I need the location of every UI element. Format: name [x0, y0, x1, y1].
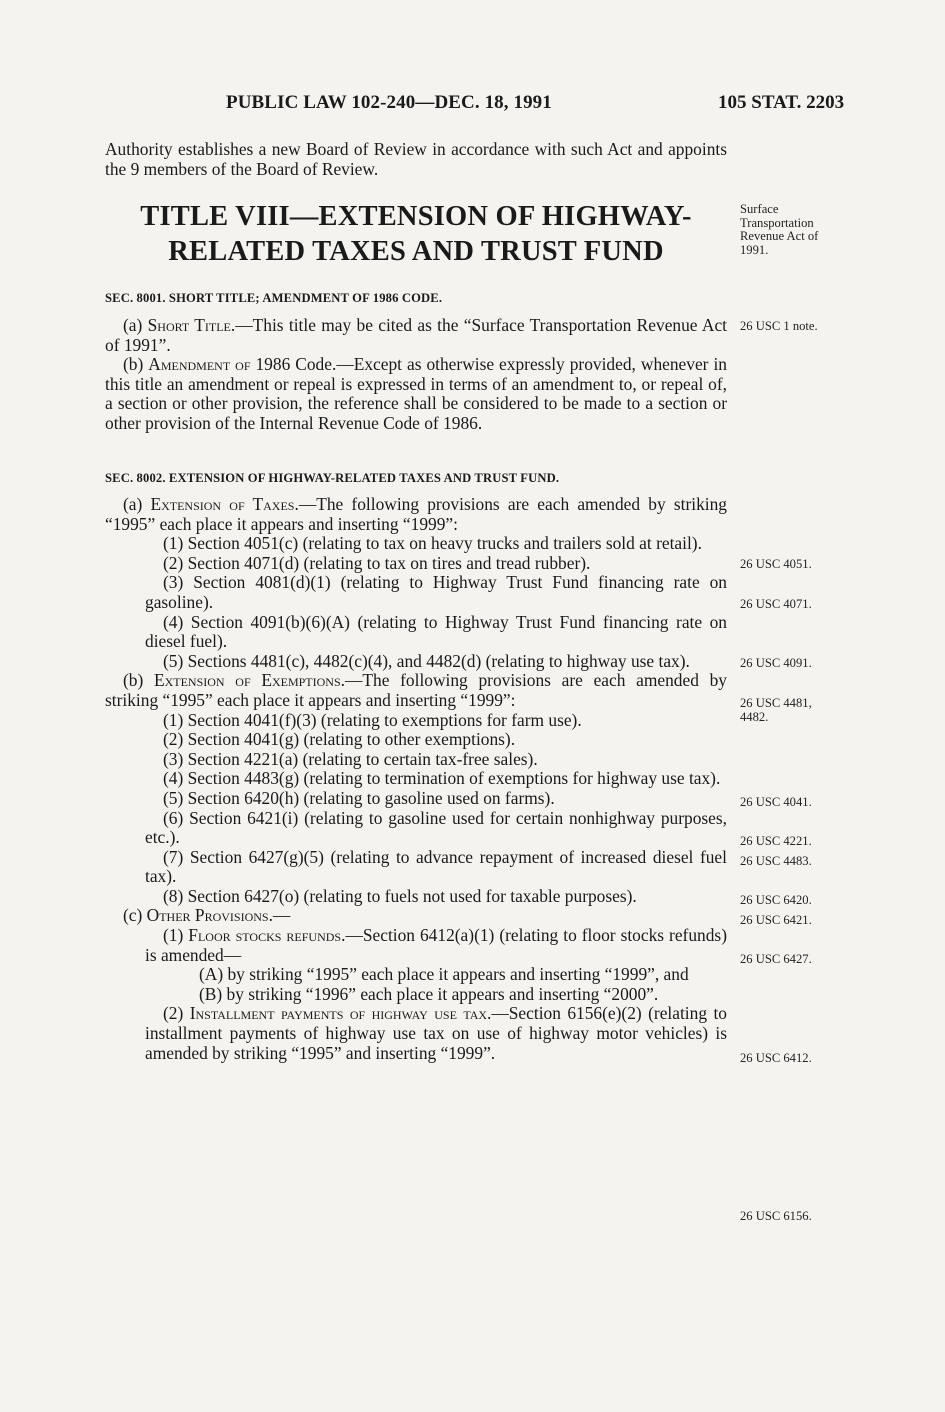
section-8001-body: [105, 316, 727, 434]
section-8002-a: (a) Extension of Taxes.—The following provisions are each amended by striking “1995” each place it appears and inserting “1999”:: [105, 494, 727, 534]
list-item: (7) Section 6427(g)(5) (relating to advance repayment of increased diesel fuel tax).: [145, 846, 727, 887]
section-8002-c2: (2) Installment payments of highway use tax.—Section 6156(e)(2) (relating to installment payments of highway use tax on use of highway motor vehicles) is amended by striking “1995” and inserting “1999”.: [145, 1003, 727, 1063]
list-item: (2) Section 4071(d) (relating to tax on tires and tread rubber).: [163, 552, 591, 573]
margin-note-4483: 26 USC 4483.: [740, 854, 812, 868]
running-head: PUBLIC LAW 102-240—DEC. 18, 1991: [226, 92, 552, 113]
intro-paragraph: Authority establishes a new Board of Review in accordance with such Act and appoints the 9 members of the Board of Review.: [105, 139, 727, 179]
section-8001-heading: SEC. 8001. SHORT TITLE; AMENDMENT OF 1986 CODE.: [105, 291, 443, 305]
section-8002-heading: SEC. 8002. EXTENSION OF HIGHWAY-RELATED TAXES AND TRUST FUND.: [105, 471, 560, 485]
margin-note-6421: 26 USC 6421.: [740, 913, 812, 927]
page-number: 105 STAT. 2203: [718, 92, 845, 113]
list-item: (1) Section 4041(f)(3) (relating to exemptions for farm use).: [163, 709, 582, 730]
list-item: (4) Section 4091(b)(6)(A) (relating to Highway Trust Fund financing rate on diesel fuel).: [145, 611, 727, 652]
margin-note-6420: 26 USC 6420.: [740, 893, 812, 907]
section-8002-c: (c) Other Provisions.—: [123, 905, 291, 926]
margin-note-1-note: 26 USC 1 note.: [740, 319, 818, 333]
list-item: (6) Section 6421(i) (relating to gasoline used for certain nonhighway purposes, etc.).: [145, 807, 727, 848]
section-8002-b: (b) Extension of Exemptions.—The following provisions are each amended by striking “1995” each place it appears and inserting “1999”:: [105, 670, 727, 710]
margin-note-4051: 26 USC 4051.: [740, 557, 812, 571]
margin-note-6427: 26 USC 6427.: [740, 952, 812, 966]
section-8001-a: (a) Short Title.—This title may be cited as the “Surface Transportation Revenue Act of 1991”.: [105, 315, 727, 355]
list-item: (8) Section 6427(o) (relating to fuels not used for taxable purposes).: [163, 885, 637, 906]
margin-note-6412: 26 USC 6412.: [740, 1051, 812, 1065]
list-item: (3) Section 4081(d)(1) (relating to Highway Trust Fund financing rate on gasoline).: [145, 572, 727, 612]
list-item: (B) by striking “1996” each place it appears and inserting “2000”.: [199, 983, 659, 1004]
margin-note-act-name: Surface Transportation Revenue Act of 1991.: [740, 202, 819, 257]
section-8001-b: (b) Amendment of 1986 Code.—Except as otherwise expressly provided, whenever in this title an amendment or repeal is expressed in terms of an amendment to, or repeal of, a section or other provision, the reference shall be considered to be made to a section or other provision of the Internal Revenue Code of 1986.: [105, 354, 727, 433]
list-item: (5) Sections 4481(c), 4482(c)(4), and 4482(d) (relating to highway use tax).: [163, 650, 690, 671]
title-heading: TITLE VIII—EXTENSION OF HIGHWAY- RELATED TAXES AND TRUST FUND: [140, 201, 692, 267]
margin-note-4481: 26 USC 4481, 4482.: [740, 696, 812, 724]
margin-note-4221: 26 USC 4221.: [740, 834, 812, 848]
margin-note-4041: 26 USC 4041.: [740, 795, 812, 809]
list-item: (3) Section 4221(a) (relating to certain tax-free sales).: [163, 748, 538, 769]
section-8002-body: [105, 495, 727, 1063]
margin-note-6156: 26 USC 6156.: [740, 1209, 812, 1223]
list-item: (2) Section 4041(g) (relating to other exemptions).: [163, 729, 516, 750]
list-item: (A) by striking “1995” each place it appears and inserting “1999”, and: [199, 964, 689, 985]
margin-note-4071: 26 USC 4071.: [740, 597, 812, 611]
list-item: (5) Section 6420(h) (relating to gasoline used on farms).: [163, 787, 555, 808]
list-item: (4) Section 4483(g) (relating to termination of exemptions for highway use tax).: [163, 768, 721, 789]
list-item: (1) Section 4051(c) (relating to tax on heavy trucks and trailers sold at retail).: [163, 533, 702, 554]
section-8002-c1: (1) Floor stocks refunds.—Section 6412(a)(1) (relating to floor stocks refunds) is amended—: [145, 925, 727, 965]
margin-note-4091: 26 USC 4091.: [740, 656, 812, 670]
